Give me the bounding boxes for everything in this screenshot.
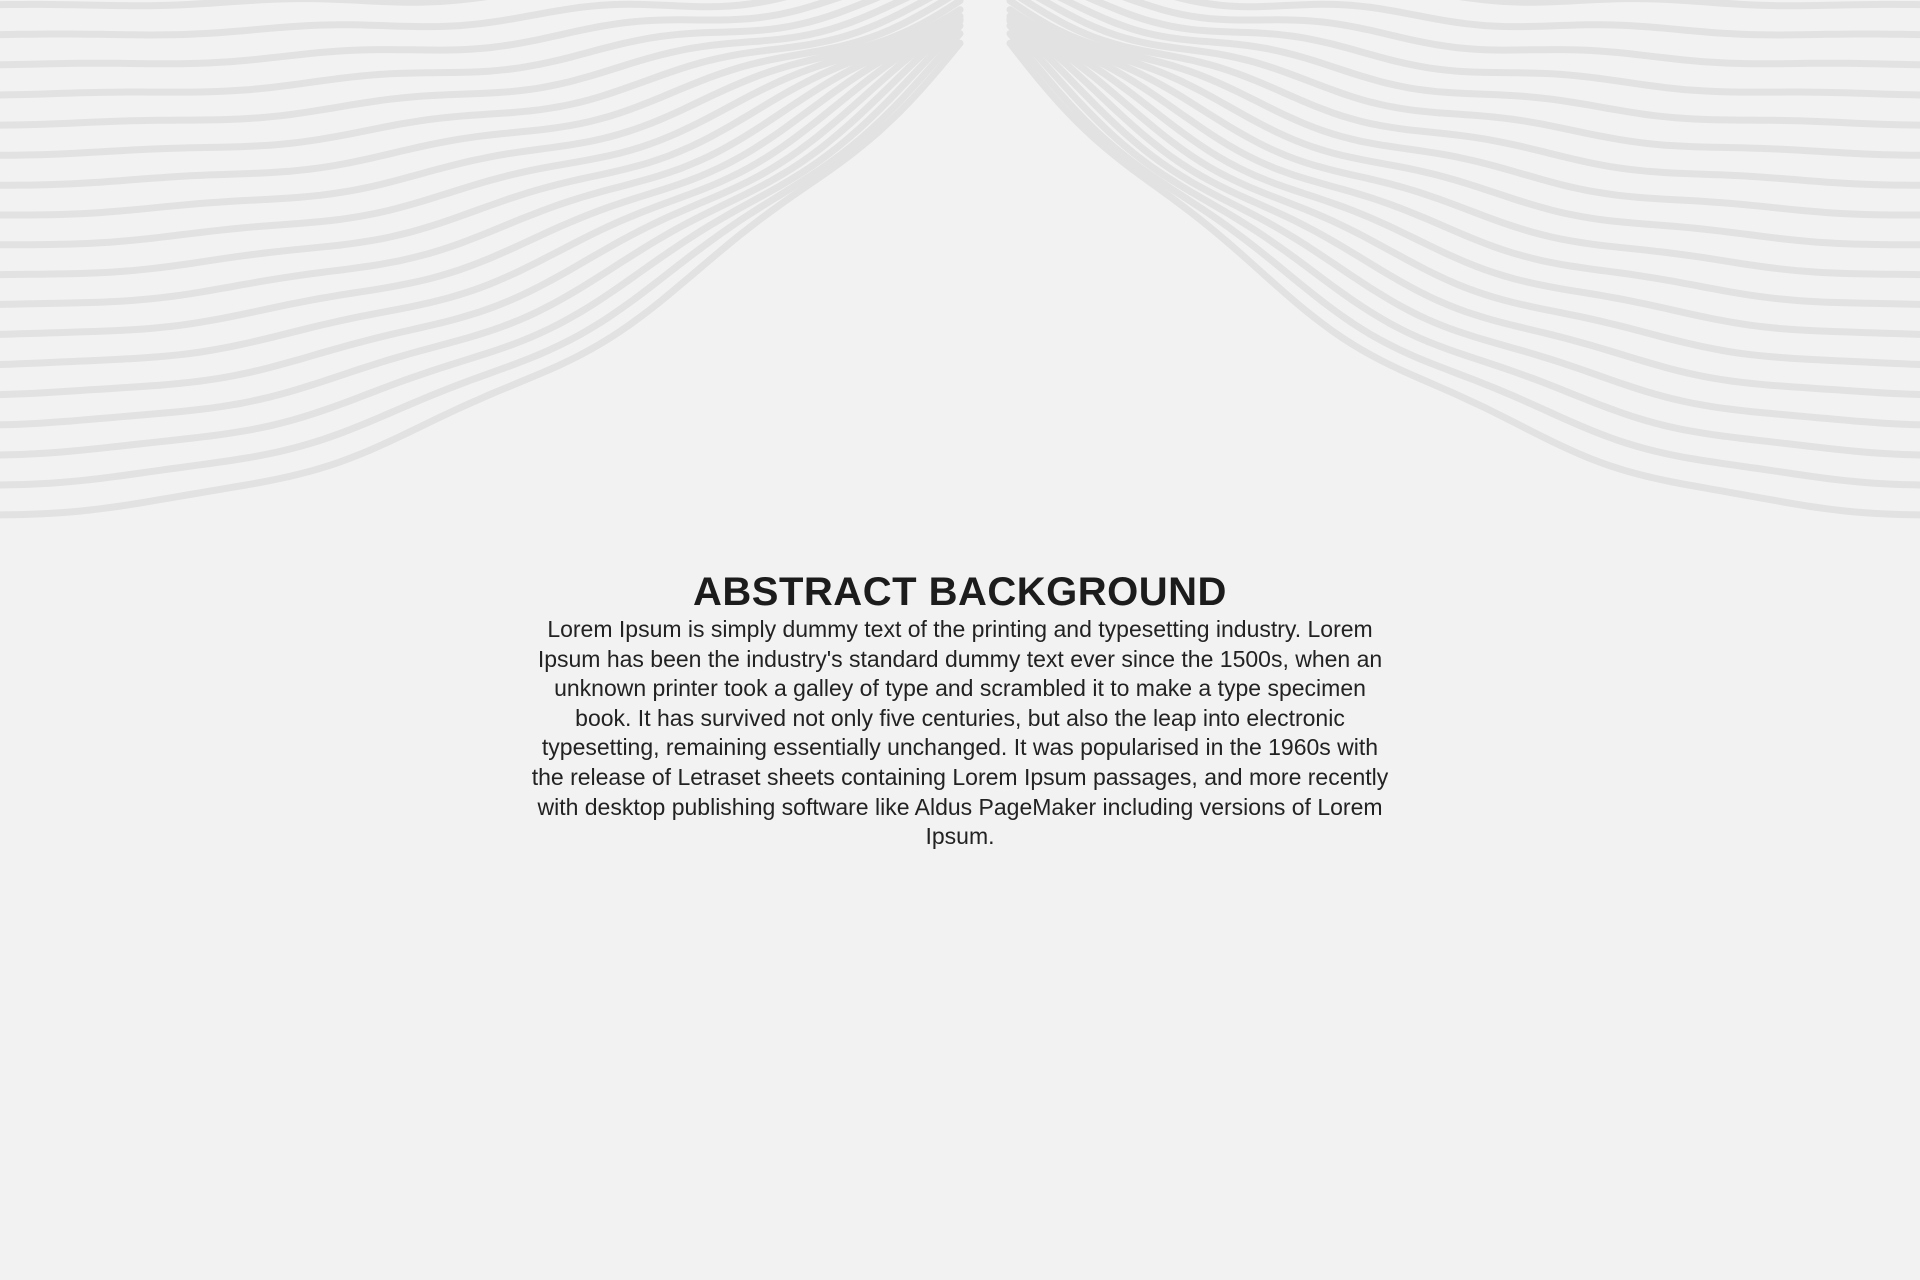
wave-line — [0, 21, 960, 425]
paragraph-line: Lorem Ipsum is simply dummy text of the printing and typesetting industry. Lorem — [547, 616, 1373, 642]
paragraph-line: Ipsum has been the industry's standard dummy text ever since the 1500s, when an — [537, 645, 1383, 672]
paragraph-line: the release of Letraset sheets containing Lorem Ipsum passages, and more recently — [531, 763, 1389, 790]
paragraph-line: unknown printer took a galley of type and scrambled it to make a type specimen — [554, 675, 1366, 702]
paragraph-line: with desktop publishing software like Aldus PageMaker including versions of Lorem — [537, 793, 1383, 820]
paragraph-line: book. It has survived not only five centuries, but also the leap into electronic — [575, 704, 1345, 731]
paragraph-line: typesetting, remaining essentially unchanged. It was popularised in the 1960s with — [541, 734, 1379, 761]
page-title: ABSTRACT BACKGROUND — [693, 569, 1227, 614]
body-paragraph — [440, 615, 1480, 852]
wave-line — [1010, 21, 1920, 425]
abstract-wave-pattern — [0, 0, 1920, 540]
paragraph-line: Ipsum. — [925, 823, 995, 850]
